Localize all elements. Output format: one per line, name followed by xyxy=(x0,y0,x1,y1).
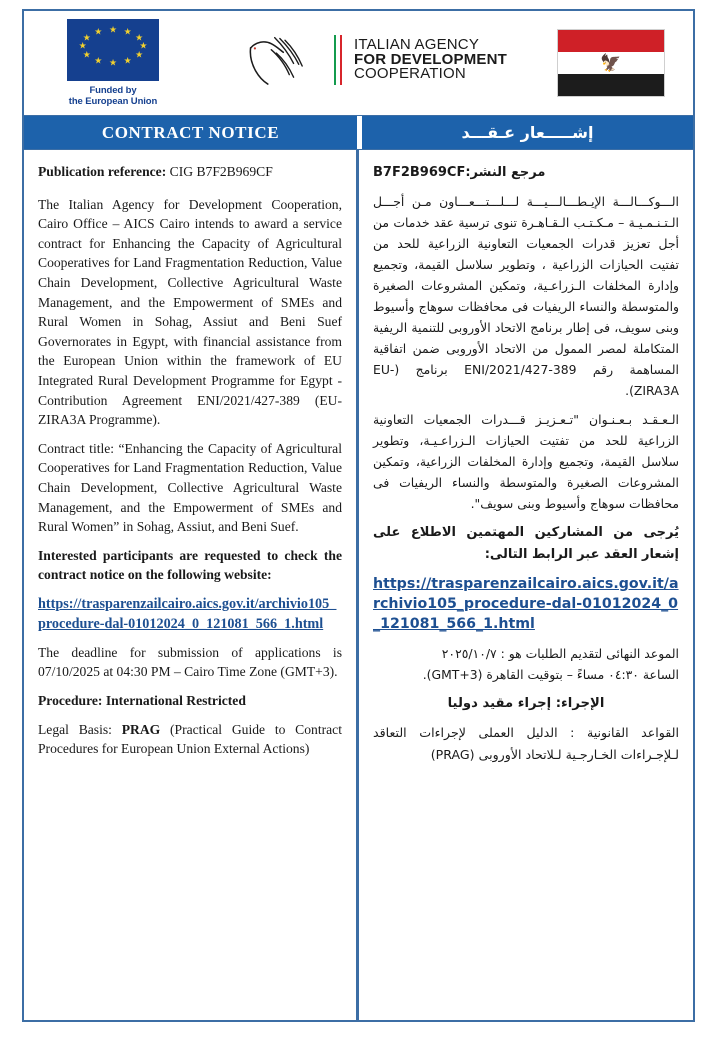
eu-star-icon: ★ xyxy=(139,40,148,51)
arabic-paragraph-participants: يُرجى من المشاركين المهتمين الاطلاع على إشعار العقد عبر الرابط التالى: xyxy=(373,525,679,562)
procedure-label: Procedure: International Restricted xyxy=(38,693,246,709)
legal-basis-sep: : xyxy=(108,721,112,737)
legal-basis-prefix: Legal Basis xyxy=(38,721,109,737)
eu-star-icon: ★ xyxy=(78,40,87,51)
eu-star-icon: ★ xyxy=(94,26,103,37)
publication-reference-label: Publication reference: xyxy=(38,164,167,179)
eu-star-icon: ★ xyxy=(135,32,144,43)
paragraph-participants: Interested participants are requested to check the contract notice on the following website: xyxy=(38,547,342,583)
eagle-of-saladin-icon: 🦅 xyxy=(600,53,622,73)
arabic-paragraph-contract-title: الـعـقـد بـعـنـوان "تـعـزيـز قـــدرات الجمعيات التعاونية الزراعية للحد من تفتيت الحيازات الـزراعـيـة، وتطوير سلاسل القيمة، وتجميع وإدارة المخلفات الزراعية، وتمكين المشروعات الصغيرة والمتوسطة والنساء الريفيات فى محافظات سوهاج وأسيوط وبنى سويف". xyxy=(373,412,679,511)
paragraph-intro: The Italian Agency for Development Cooperation, Cairo Office – AICS Cairo intends to award a service contract for Enhancing the Capacity of Agricultural Cooperatives for Land Fragmentation Reduction, Value Chain Development, Collective Agricultural Waste Management, and the Empowerment of SMEs and Rural Women in Sohag, Assiut and Beni Suef Governorates in Egypt, with financial assistance from the European Union within the framework of EU Integrated Rural Development Programme for Egypt - Contribution Agreement ENI/2021/427-389 (EU-ZIRA3A Programme). xyxy=(38,196,342,428)
eu-logo xyxy=(48,19,178,108)
arabic-publication-reference: مرجع النشر:B7F2B969CF xyxy=(373,165,546,180)
eu-caption-line1: Funded by xyxy=(89,84,137,96)
publication-reference-value: CIG B7F2B969CF xyxy=(169,164,273,179)
title-english: CONTRACT NOTICE xyxy=(24,116,357,149)
arabic-paragraph-intro: الـــوكـــالـــة الإيـطـــالـــيـــة لـــلـــتـــعـــاون مـن أجـــل الـتـنـمـيـة – مـكـتـب الـقـاهـرة تنوى ترسية عقد خدمات من أجل تعزيز قدرات الجمعيات التعاونية الزراعية للحد من تفتيت الحيازات الزراعية ، وتطوير سلاسل القيمة، وتجميع وإدارة المخلفات الـزراعـية، وتمكين المشروعات الصغيرة والمتوسطة والنساء الريفيات فى محافظات سوهاج وأسيوط وبنى سويف، فى إطار برنامج الاتحاد الأوروبى للتنمية الريفية المتكاملة لمصر الممول من الاتحاد الأوروبى ضمن اتفاقية المساهمة رقم ENI/2021/427-389 برنامج (EU-ZIRA3A). xyxy=(373,194,679,398)
aics-logo-text xyxy=(354,38,507,82)
legal-basis xyxy=(38,720,342,759)
english-column xyxy=(24,150,357,1022)
aics-logo xyxy=(242,29,507,91)
eu-star-icon: ★ xyxy=(82,49,91,60)
eu-flag-icon xyxy=(67,19,159,81)
egypt-flag-icon xyxy=(557,29,665,97)
arabic-column xyxy=(357,150,693,1022)
publication-reference xyxy=(38,162,342,182)
title-bar xyxy=(24,115,693,150)
aics-line3: COOPERATION xyxy=(353,65,466,83)
aics-line2: FOR DEVELOPMENT xyxy=(353,50,507,68)
arabic-legal-basis: القواعد القانونية : الدليل العملى لإجراءات التعاقد لـلإجـراءات الخـارجـية لـلاتحاد الأوروبى (PRAG) xyxy=(373,725,679,762)
aics-line1: ITALIAN AGENCY xyxy=(353,36,480,54)
legal-basis-prag: PRAG xyxy=(121,721,161,737)
contract-notice-link[interactable]: https://trasparenzailcairo.aics.gov.it/archivio105_procedure-dal-01012024_0_121081_566_1.html xyxy=(38,595,337,632)
eu-star-icon: ★ xyxy=(94,55,103,66)
eu-caption-line2: the European Union xyxy=(68,96,158,107)
dove-icon xyxy=(242,29,328,91)
arabic-paragraph-deadline xyxy=(373,643,679,685)
arabic-deadline-line2: الساعة ٠٤:٣٠ مساءً – بتوقيت القاهرة (GMT+3). xyxy=(422,667,679,682)
logo-band xyxy=(24,11,693,115)
paragraph-contract-title: Contract title: “Enhancing the Capacity of Agricultural Cooperatives for Land Fragmentation Reduction, Value Chain Development, Collective Agricultural Waste Management, and the Empowerment of SMEs and Rural Women” in Sohag, Assiut, and Beni Suef. xyxy=(38,440,342,535)
contract-notice-page xyxy=(22,9,695,1022)
italy-flag-bars-icon xyxy=(334,35,343,85)
eu-star-icon: ★ xyxy=(135,49,144,60)
eu-logo-caption xyxy=(48,85,178,108)
arabic-procedure-label: الإجراء: إجراء مقيد دوليا xyxy=(447,696,605,711)
eu-star-icon: ★ xyxy=(123,26,132,37)
body-columns xyxy=(24,150,693,1022)
eu-star-icon: ★ xyxy=(123,55,132,66)
paragraph-deadline: The deadline for submission of applications is 07/10/2025 at 04:30 PM – Cairo Time Zone (GMT+3). xyxy=(38,644,342,680)
eu-star-icon: ★ xyxy=(108,57,118,68)
title-arabic: إشـــــعار عـقـــد xyxy=(362,116,693,149)
eu-star-icon: ★ xyxy=(82,32,91,43)
arabic-deadline-line1: الموعد النهائى لتقديم الطلبات هو : ٢٠٢٥/١٠/٧ xyxy=(441,646,679,661)
eu-star-icon: ★ xyxy=(108,24,118,35)
legal-basis-rest: (Practical Guide to Contract Procedures for European Union External Actions) xyxy=(38,721,342,757)
arabic-contract-notice-link[interactable]: https://trasparenzailcairo.aics.gov.it/archivio105_procedure-dal-01012024_0_121081_566_1.html xyxy=(373,576,679,632)
